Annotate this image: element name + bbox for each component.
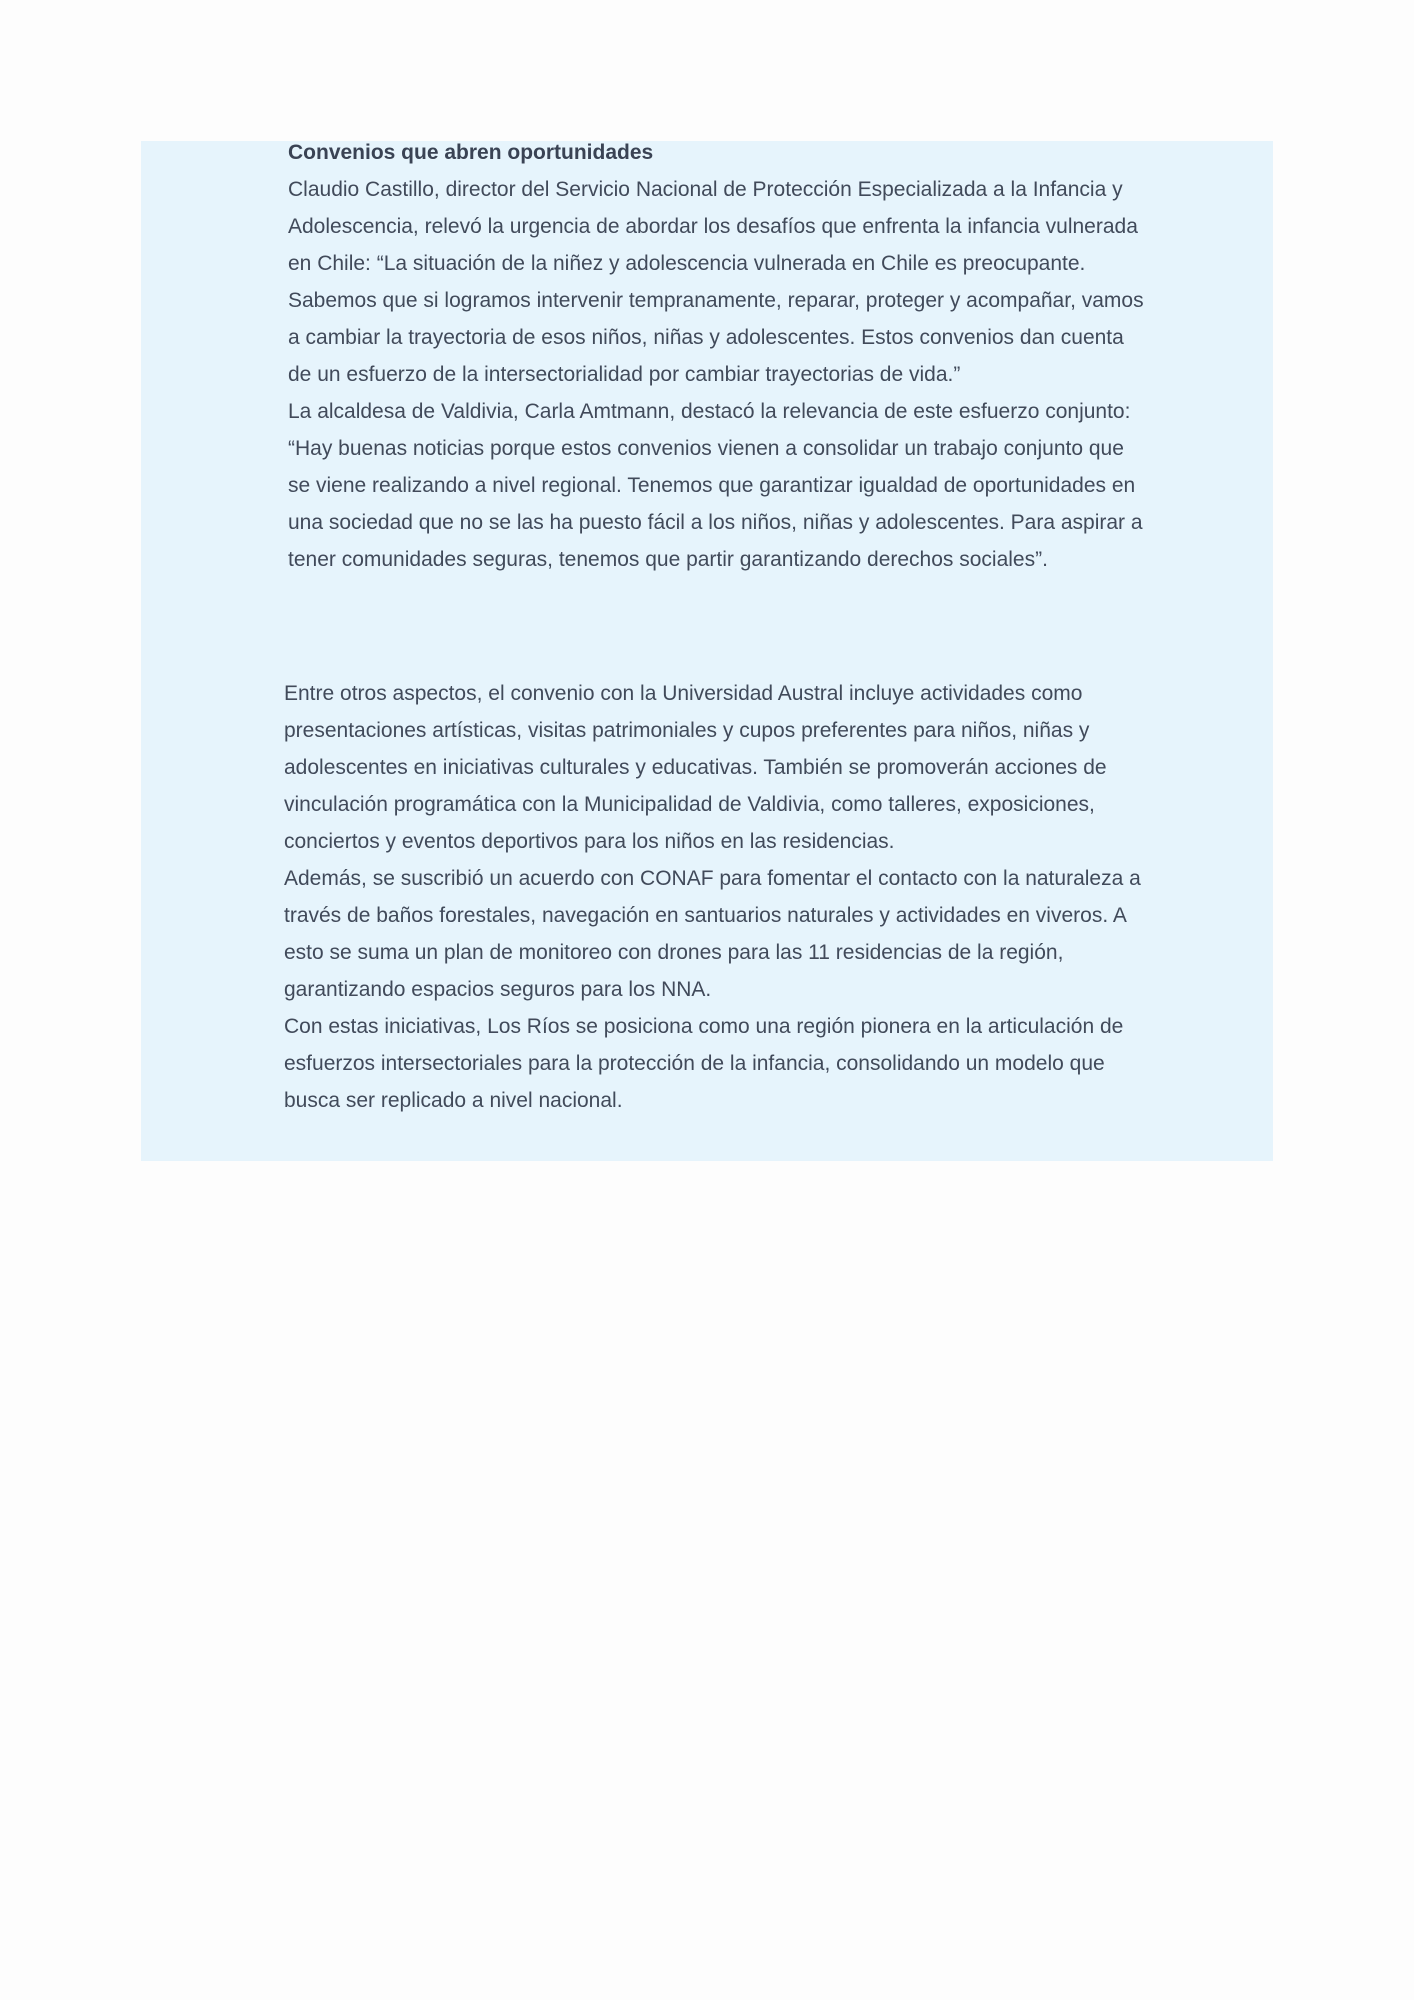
paragraph-amtmann-intro: La alcaldesa de Valdivia, Carla Amtmann, destacó la relevancia de este esfuerzo conjunto: bbox=[288, 400, 1131, 423]
section-heading: Convenios que abren oportunidades bbox=[288, 141, 654, 164]
paragraph-conclusion: Con estas iniciativas, Los Ríos se posiciona como una región pionera en la articulación de esfuerzos intersectoriales para la protección de la infancia, consolidando un modelo que busca ser replicado a nivel nacional. bbox=[284, 1015, 1124, 1112]
paragraph-conaf: Además, se suscribió un acuerdo con CONAF para fomentar el contacto con la naturaleza a través de baños forestales, navegación en santuarios naturales y actividades en viveros. A esto se suma un plan de monitoreo con drones para las 11 residencias de la región, garantizando espacios seguros para los NNA. bbox=[284, 867, 1141, 1001]
article-block-upper bbox=[288, 134, 1148, 578]
paragraph-universidad-austral: Entre otros aspectos, el convenio con la Universidad Austral incluye actividades como presentaciones artísticas, visitas patrimoniales y cupos preferentes para niños, niñas y adolescentes en iniciativas culturales y educativas. También se promoverán acciones de vinculación programática con la Municipalidad de Valdivia, como talleres, exposiciones, conciertos y eventos deportivos para los niños en las residencias. bbox=[284, 682, 1107, 853]
paragraph-castillo-quote: Claudio Castillo, director del Servicio Nacional de Protección Especializada a la Infancia y Adolescencia, relevó la urgencia de abordar los desafíos que enfrenta la infancia vulnerada en Chile: “La situación de la niñez y adolescencia vulnerada en Chile es preocupante. Sabemos que si logramos intervenir tempranamente, reparar, proteger y acompañar, vamos a cambiar la trayectoria de esos niños, niñas y adolescentes. Estos convenios dan cuenta de un esfuerzo de la intersectorialidad por cambiar trayectorias de vida.” bbox=[288, 178, 1144, 386]
paragraph-amtmann-quote: “Hay buenas noticias porque estos convenios vienen a consolidar un trabajo conjunto que se viene realizando a nivel regional. Tenemos que garantizar igualdad de oportunidades en una sociedad que no se las ha puesto fácil a los niños, niñas y adolescentes. Para aspirar a tener comunidades seguras, tenemos que partir garantizando derechos sociales”. bbox=[288, 437, 1143, 571]
article-block-lower bbox=[284, 675, 1144, 1119]
